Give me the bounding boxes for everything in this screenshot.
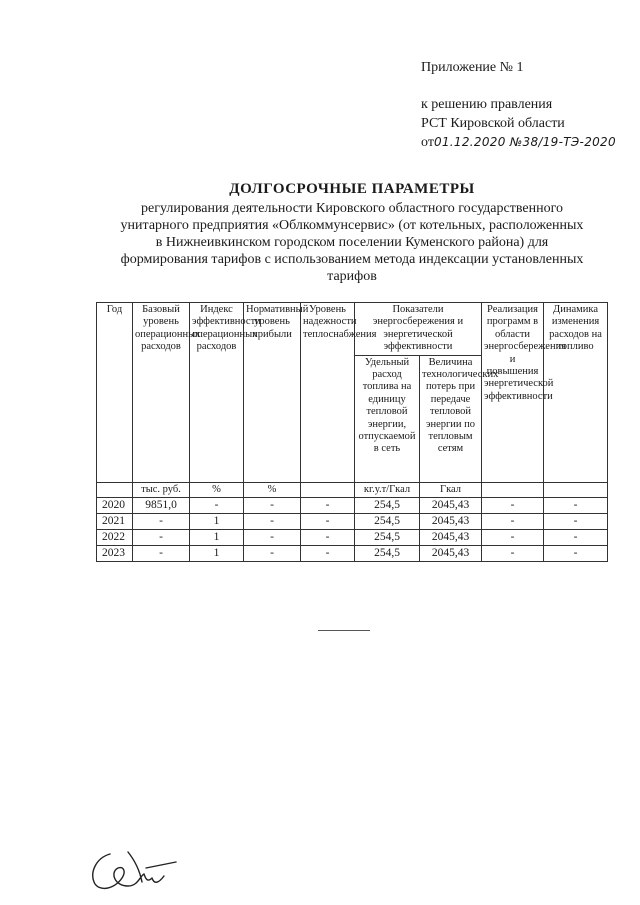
cell-programs: - xyxy=(482,546,544,562)
cell-programs: - xyxy=(482,514,544,530)
handwritten-signature-icon xyxy=(88,848,178,894)
subtitle-line: формирования тарифов с использованием метода индексации установленных xyxy=(120,252,584,267)
header-base-level: Базовый уровень операционных расходов xyxy=(133,303,190,483)
cell-efficiency-index: - xyxy=(190,498,244,514)
cell-fuel-dynamics: - xyxy=(544,546,608,562)
cell-programs: - xyxy=(482,498,544,514)
cell-losses: 2045,43 xyxy=(420,530,482,546)
cell-year: 2020 xyxy=(97,498,133,514)
table-row xyxy=(97,546,608,562)
cell-fuel-dynamics: - xyxy=(544,530,608,546)
cell-losses: 2045,43 xyxy=(420,546,482,562)
subtitle-line: в Нижнеивкинском городском поселении Куменского района) для xyxy=(155,235,549,250)
cell-fuel-consumption: 254,5 xyxy=(355,498,420,514)
date-prefix: от xyxy=(421,135,434,150)
header-reliability: Уровень надежности теплоснабжения xyxy=(301,303,355,483)
unit-efficiency-index: % xyxy=(190,482,244,497)
header-year: Год xyxy=(97,303,133,483)
unit-reliability xyxy=(301,482,355,497)
header-energy-indicators: Показатели энергосбережения и энергетической эффективности xyxy=(355,303,482,356)
document-title: ДОЛГОСРОЧНЫЕ ПАРАМЕТРЫ xyxy=(229,181,475,197)
cell-efficiency-index: 1 xyxy=(190,546,244,562)
unit-base-level: тыс. руб. xyxy=(133,482,190,497)
cell-fuel-consumption: 254,5 xyxy=(355,514,420,530)
header-losses: Величина технологических потерь при передаче тепловой энергии по тепловым сетям xyxy=(420,355,482,482)
cell-base-level: 9851,0 xyxy=(133,498,190,514)
cell-year: 2022 xyxy=(97,530,133,546)
cell-reliability: - xyxy=(301,530,355,546)
cell-profit-level: - xyxy=(244,498,301,514)
cell-base-level: - xyxy=(133,546,190,562)
subtitle-line: тарифов xyxy=(327,269,377,284)
appendix-date-line xyxy=(421,133,631,152)
appendix-authority-line: РСТ Кировской области xyxy=(421,116,565,131)
cell-base-level: - xyxy=(133,514,190,530)
subtitle-line: регулирования деятельности Кировского областного государственного xyxy=(141,201,563,216)
cell-efficiency-index: 1 xyxy=(190,514,244,530)
appendix-decision-line: к решению правления xyxy=(421,97,553,112)
cell-year: 2021 xyxy=(97,514,133,530)
date-handwritten: 01.12.2020 №38/19-ТЭ-2020 xyxy=(433,135,616,149)
document-subtitle xyxy=(96,200,608,285)
unit-profit-level: % xyxy=(244,482,301,497)
unit-losses: Гкал xyxy=(420,482,482,497)
closing-divider xyxy=(318,630,370,631)
unit-fuel-dynamics xyxy=(544,482,608,497)
unit-fuel-consumption: кг.у.т/Гкал xyxy=(355,482,420,497)
document-title-block xyxy=(96,181,608,285)
cell-fuel-dynamics: - xyxy=(544,514,608,530)
header-profit-level: Нормативный уровень прибыли xyxy=(244,303,301,483)
cell-losses: 2045,43 xyxy=(420,498,482,514)
table-row xyxy=(97,498,608,514)
header-fuel-consumption: Удельный расход топлива на единицу тепловой энергии, отпускаемой в сеть xyxy=(355,355,420,482)
cell-programs: - xyxy=(482,530,544,546)
header-programs: Реализация программ в области энергосбережения и повышения энергетической эффективности xyxy=(482,303,544,483)
header-efficiency-index: Индекс эффективности операционных расходов xyxy=(190,303,244,483)
cell-efficiency-index: 1 xyxy=(190,530,244,546)
header-fuel-dynamics: Динамика изменения расходов на топливо xyxy=(544,303,608,483)
parameters-table-wrapper xyxy=(96,302,607,562)
cell-profit-level: - xyxy=(244,530,301,546)
cell-reliability: - xyxy=(301,514,355,530)
cell-fuel-consumption: 254,5 xyxy=(355,546,420,562)
table-row xyxy=(97,514,608,530)
cell-fuel-consumption: 254,5 xyxy=(355,530,420,546)
subtitle-line: унитарного предприятия «Облкоммунсервис» (от котельных, расположенных xyxy=(120,218,584,233)
appendix-header xyxy=(421,58,631,152)
cell-base-level: - xyxy=(133,530,190,546)
parameters-table xyxy=(96,302,608,562)
cell-losses: 2045,43 xyxy=(420,514,482,530)
cell-year: 2023 xyxy=(97,546,133,562)
appendix-number: Приложение № 1 xyxy=(421,60,524,75)
cell-profit-level: - xyxy=(244,546,301,562)
unit-programs xyxy=(482,482,544,497)
cell-profit-level: - xyxy=(244,514,301,530)
unit-year xyxy=(97,482,133,497)
cell-fuel-dynamics: - xyxy=(544,498,608,514)
cell-reliability: - xyxy=(301,546,355,562)
table-row xyxy=(97,530,608,546)
cell-reliability: - xyxy=(301,498,355,514)
